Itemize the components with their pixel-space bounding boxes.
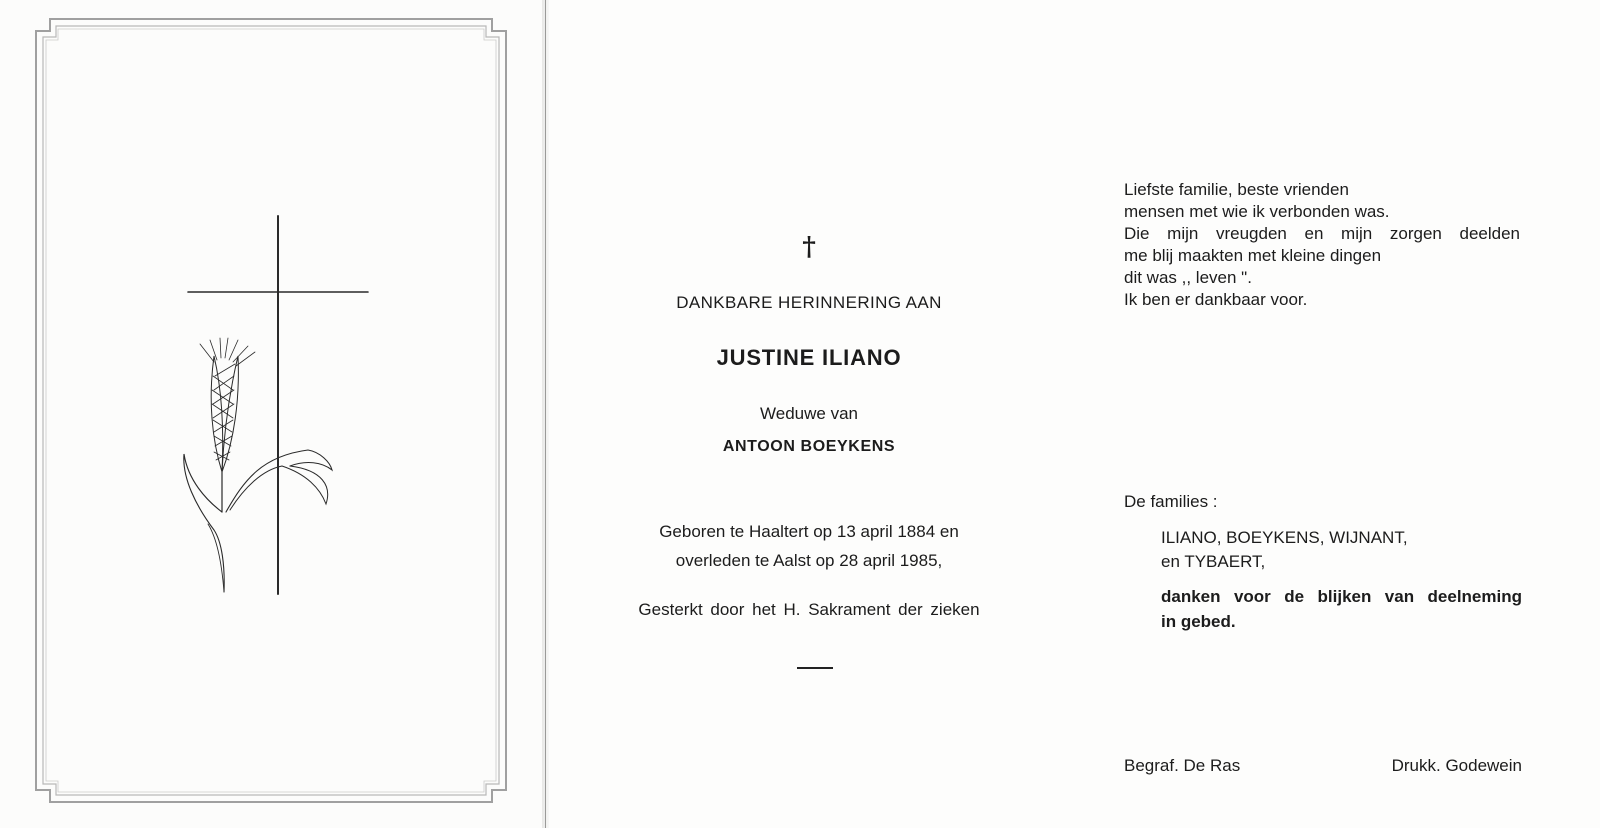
- card-divider: [542, 0, 549, 828]
- latin-cross-icon: †: [802, 232, 816, 262]
- poem-line: Ik ben er dankbaar voor.: [1124, 290, 1308, 309]
- sacrament-line: Gesterkt door het H. Sakrament der zieken: [638, 600, 980, 619]
- divider-dash: [797, 667, 833, 669]
- memorial-heading: DANKBARE HERINNERING AAN: [676, 293, 942, 312]
- cross-with-wheat-ear-icon: [0, 0, 542, 828]
- poem-line: Liefste familie, beste vrienden: [1124, 180, 1349, 199]
- poem-line: Die mijn vreugden en mijn zorgen deelden: [1124, 224, 1520, 243]
- poem-block: [1124, 179, 1520, 311]
- thanks-line: in gebed.: [1161, 612, 1236, 631]
- death-line: overleden te Aalst op 28 april 1985,: [675, 551, 943, 570]
- family-names-line: en TYBAERT,: [1161, 552, 1266, 571]
- memorial-card-front: [0, 0, 542, 828]
- printer-credit: Drukk. Godewein: [1391, 756, 1522, 775]
- widow-of-label: Weduwe van: [760, 404, 858, 423]
- poem-line: dit was ,, leven ".: [1124, 268, 1252, 287]
- family-names-line: ILIANO, BOEYKENS, WIJNANT,: [1161, 528, 1408, 547]
- thanks-block: [1161, 584, 1522, 634]
- poem-line: me blij maakten met kleine dingen: [1124, 246, 1382, 265]
- families-label: De families :: [1124, 492, 1218, 511]
- thanks-line: danken voor de blijken van deelneming: [1161, 587, 1522, 606]
- birth-line: Geboren te Haaltert op 13 april 1884 en: [659, 522, 959, 541]
- undertaker-credit: Begraf. De Ras: [1124, 756, 1241, 775]
- spouse-name: ANTOON BOEYKENS: [722, 438, 896, 455]
- poem-line: mensen met wie ik verbonden was.: [1124, 202, 1390, 221]
- deceased-name: JUSTINE ILIANO: [716, 345, 902, 370]
